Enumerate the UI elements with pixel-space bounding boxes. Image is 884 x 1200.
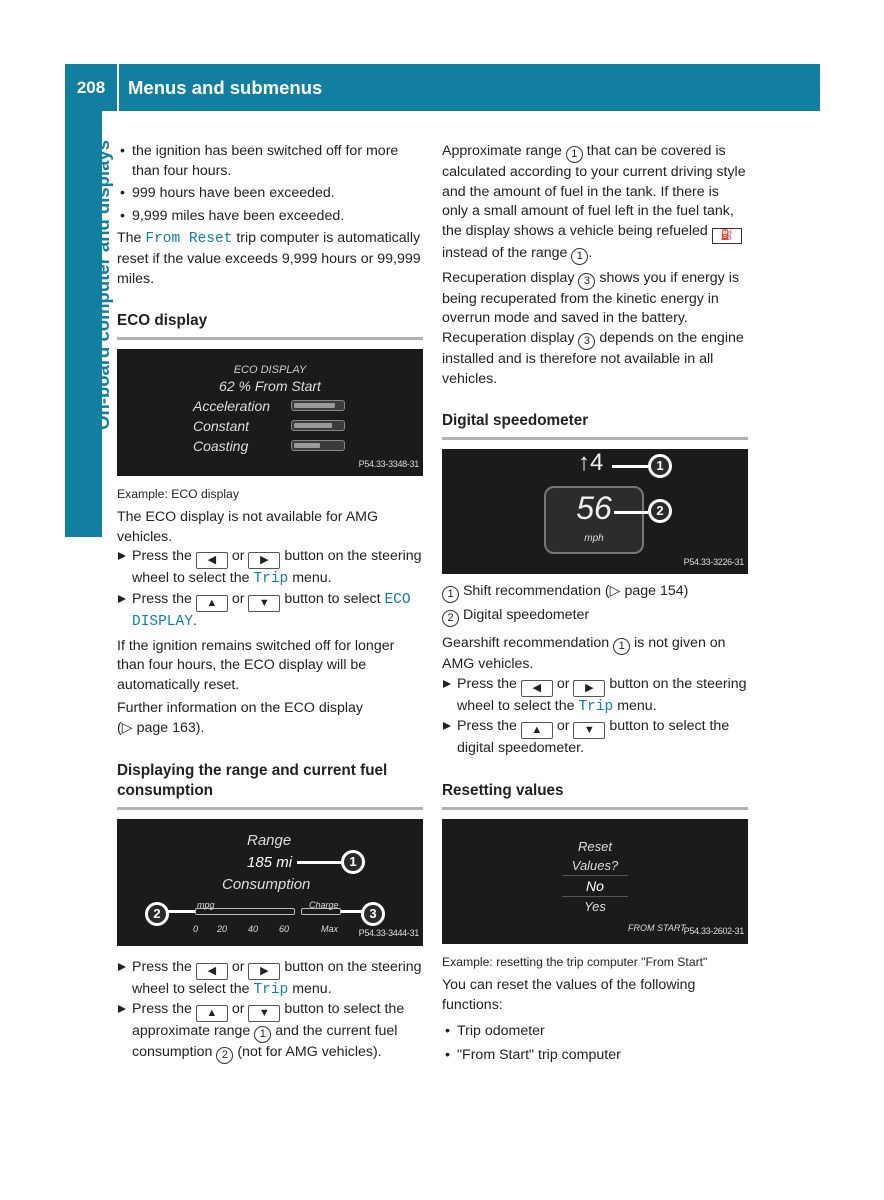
callout-3: 3	[361, 902, 385, 926]
speed-value: 56	[576, 490, 612, 527]
circled-number-1: 1	[254, 1026, 271, 1043]
list-item: • "From Start" trip computer	[442, 1046, 748, 1066]
up-button-icon: ▲	[521, 722, 553, 739]
down-button-icon: ▼	[248, 595, 280, 612]
legend-item: 2 Digital speedometer	[442, 606, 748, 627]
consumption-label: Consumption	[222, 875, 311, 893]
charge-bar	[301, 908, 341, 915]
left-button-icon: ◀	[196, 963, 228, 980]
paragraph: Gearshift recommendation 1 is not given on AMG vehicles.	[442, 635, 726, 673]
section-heading-range: Displaying the range and current fuel consumption	[117, 761, 423, 810]
left-button-icon: ◀	[521, 680, 553, 697]
instruction-step: Press the ◀ or ▶ button on the steering wheel to select the Trip menu.	[442, 675, 748, 718]
callout-line	[612, 465, 648, 468]
trip-menu-label: Trip	[253, 571, 289, 588]
list-item: • Trip odometer	[442, 1022, 748, 1042]
down-button-icon: ▼	[248, 1005, 280, 1022]
list-item: • the ignition has been switched off for more than four hours.	[117, 142, 423, 181]
circled-number-2: 2	[216, 1047, 233, 1064]
image-caption: Example: resetting the trip computer "From Start"	[442, 954, 708, 969]
callout-1: 1	[341, 850, 365, 874]
callout-2: 2	[648, 499, 672, 523]
legend-item: 1 Shift recommendation (▷ page 154)	[442, 582, 748, 603]
callout-line	[297, 861, 343, 864]
instruction-step: Press the ◀ or ▶ button on the steering wheel to select the Trip menu.	[117, 547, 423, 590]
eco-row-label: Constant	[193, 418, 250, 435]
speedometer-image	[442, 449, 748, 574]
callout-2: 2	[145, 902, 169, 926]
header-divider	[117, 64, 119, 111]
instruction-step: Press the ▲ or ▼ button to select the digital speedometer.	[442, 717, 748, 759]
circled-number-1: 1	[566, 146, 583, 163]
reset-title: Reset	[578, 838, 612, 854]
paragraph: Approximate range 1 that can be covered is calculated according to your current driving style and the amount of fuel in the tank. If there is only a small amount of fuel left in the fuel tank, the display shows a vehicle being refueled ⛽ instead of the range 1 .	[442, 142, 748, 265]
section-heading-speedometer: Digital speedometer	[442, 411, 748, 440]
paragraph: The From Reset trip computer is automatically reset if the value exceeds 9,999 hours or 99,999 miles.	[117, 230, 421, 287]
gear-recommendation: ↑4	[578, 449, 604, 477]
consumption-bar	[195, 908, 295, 915]
section-heading-eco: ECO display	[117, 311, 423, 340]
left-button-icon: ◀	[196, 552, 228, 569]
circled-number-1: 1	[613, 638, 630, 655]
right-button-icon: ▶	[248, 963, 280, 980]
image-reference: P54.33-3226-31	[683, 556, 744, 567]
eco-title: ECO DISPLAY	[233, 364, 307, 377]
page-header	[65, 64, 820, 111]
eco-display-image	[117, 349, 423, 476]
paragraph: Recuperation display 3 shows you if energy is being recuperated from the kinetic energy in overrun mode and saved in the battery. Recuperation display 3 depends on the engine installed and is therefore not available in all vehicles.	[442, 269, 744, 387]
section-heading-reset: Resetting values	[442, 781, 748, 810]
mpg-label: mpg	[197, 899, 215, 910]
image-reference: P54.33-3348-31	[358, 458, 419, 469]
reset-question: Values?	[571, 857, 619, 873]
eco-gauge	[291, 440, 345, 451]
eco-gauge	[291, 400, 345, 411]
reset-footer: FROM START	[628, 922, 686, 933]
side-tab-label: On-board computer and displays	[92, 140, 113, 430]
right-button-icon: ▶	[248, 552, 280, 569]
refuel-icon: ⛽	[712, 228, 742, 244]
instruction-step: Press the ▲ or ▼ button to select ECO DISPLAY.	[117, 590, 423, 633]
circled-number-1: 1	[442, 586, 459, 603]
image-reference: P54.33-2602-31	[683, 926, 744, 937]
page-title: Menus and submenus	[128, 77, 323, 98]
option-yes: Yes	[584, 898, 606, 914]
range-label: Range	[247, 831, 292, 849]
eco-subtitle: 62 % From Start	[219, 378, 321, 395]
up-button-icon: ▲	[196, 595, 228, 612]
image-caption: Example: ECO display	[117, 487, 239, 502]
image-reference: P54.33-3444-31	[358, 927, 419, 938]
reset-display-image	[442, 819, 748, 944]
list-item: • 999 hours have been exceeded.	[117, 184, 423, 204]
left-column	[117, 142, 423, 1064]
range-value: 185 mi	[247, 853, 293, 871]
circled-number-3: 3	[578, 333, 595, 350]
range-display-image: Range 185 mi Consumption 1 mpg Charge 2 3 0 20 40 60 Max P54.33-3444-31	[117, 819, 423, 946]
eco-row-label: Coasting	[193, 438, 249, 455]
page-number: 208	[76, 78, 106, 97]
trip-menu-label: Trip	[578, 698, 614, 715]
from-reset-label: From Reset	[145, 231, 233, 248]
instruction-step: Press the ▲ or ▼ button to select the approximate range 1 and the current fuel consumption 2 (not for AMG vehicles).	[117, 1000, 423, 1064]
up-button-icon: ▲	[196, 1005, 228, 1022]
circled-number-3: 3	[578, 273, 595, 290]
callout-line	[341, 910, 363, 913]
circled-number-1: 1	[571, 248, 588, 265]
eco-gauge	[291, 420, 345, 431]
callout-line	[167, 910, 195, 913]
circled-number-2: 2	[442, 610, 459, 627]
right-button-icon: ▶	[573, 680, 605, 697]
callout-line	[614, 511, 648, 514]
list-item: • 9,999 miles have been exceeded.	[117, 207, 423, 227]
callout-1: 1	[648, 454, 672, 478]
eco-row-label: Acceleration	[193, 398, 271, 415]
paragraph: You can reset the values of the following functions:	[442, 976, 696, 1013]
instruction-step: Press the ◀ or ▶ button on the steering wheel to select the Trip menu.	[117, 958, 423, 1001]
speed-unit: mph	[584, 533, 604, 545]
down-button-icon: ▼	[573, 722, 605, 739]
trip-menu-label: Trip	[253, 981, 289, 998]
paragraph: The ECO display is not available for AMG vehicles.	[117, 509, 379, 545]
charge-label: Charge	[309, 899, 339, 910]
paragraph: Further information on the ECO display	[117, 700, 364, 717]
paragraph: If the ignition remains switched off for longer than four hours, the ECO display will be automatically reset.	[117, 637, 395, 693]
eco-display-label: ECO DISPLAY	[132, 591, 411, 630]
page-reference: (▷ page 163).	[117, 719, 205, 736]
right-column	[442, 142, 748, 1065]
option-no: No	[562, 875, 628, 897]
